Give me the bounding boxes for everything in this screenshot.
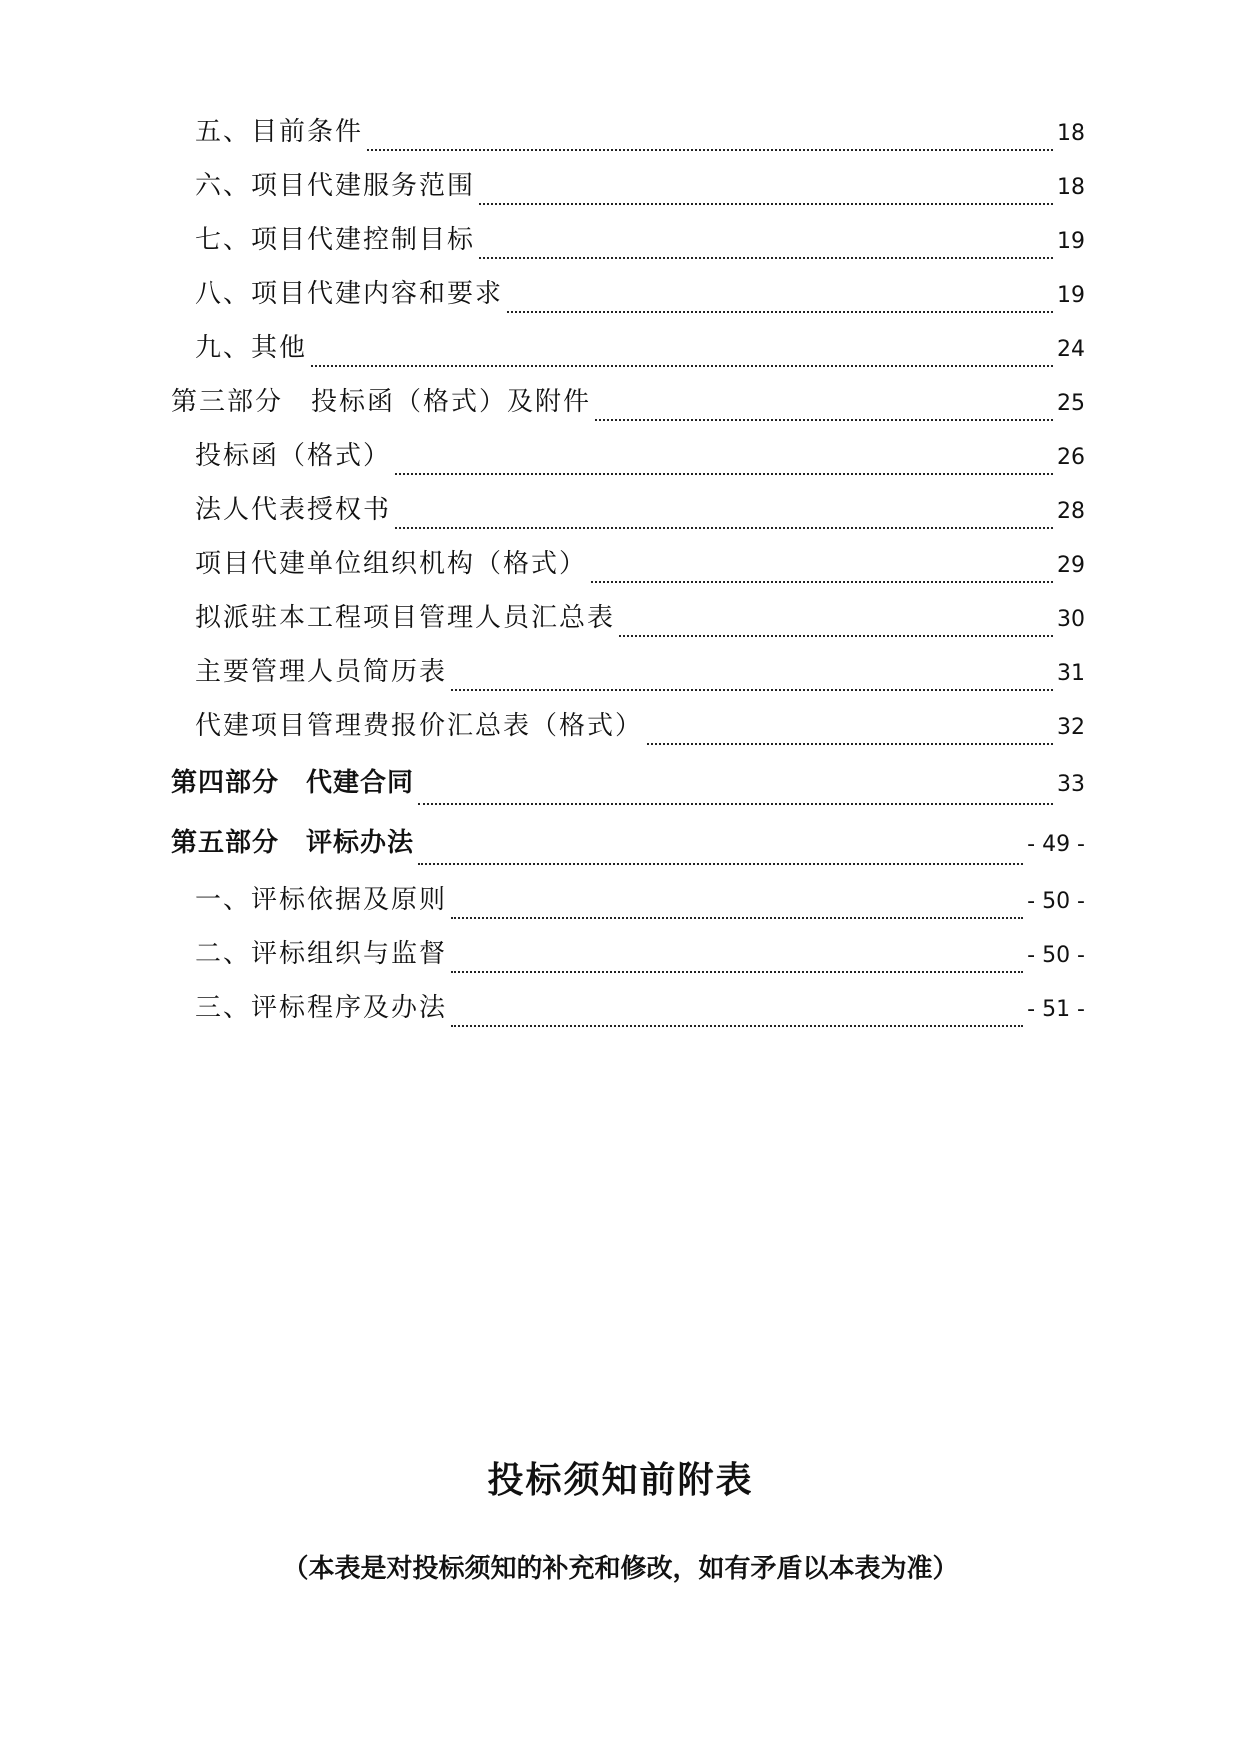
toc-entry-title: 一、评标依据及原则 — [195, 885, 448, 915]
table-of-contents — [171, 105, 1085, 1035]
toc-entry[interactable] — [171, 375, 1085, 429]
toc-entry[interactable] — [195, 213, 1085, 267]
toc-dot-leader — [591, 580, 1053, 583]
toc-dot-leader — [451, 916, 1023, 919]
toc-entry-page-number: 31 — [1057, 661, 1085, 686]
toc-entry[interactable] — [195, 981, 1085, 1035]
toc-entry-page-number: - 51 - — [1027, 997, 1085, 1022]
toc-entry-page-number: 26 — [1057, 445, 1085, 470]
toc-entry[interactable] — [195, 429, 1085, 483]
toc-entry-page-number: 18 — [1057, 121, 1085, 146]
toc-entry-title: 七、项目代建控制目标 — [195, 225, 476, 255]
toc-entry-page-number: 30 — [1057, 607, 1085, 632]
section-heading: 投标须知前附表 — [487, 1459, 754, 1501]
toc-dot-leader — [451, 970, 1023, 973]
toc-entry-title: 八、项目代建内容和要求 — [195, 279, 504, 309]
toc-dot-leader — [451, 688, 1053, 691]
toc-entry-page-number: - 49 - — [1027, 832, 1085, 857]
toc-entry-page-number: 19 — [1057, 283, 1085, 308]
section-subheading: （本表是对投标须知的补充和修改，如有矛盾以本表为准） — [282, 1554, 959, 1584]
toc-entry-page-number: 24 — [1057, 337, 1085, 362]
toc-dot-leader — [647, 742, 1053, 745]
toc-dot-leader — [451, 1024, 1023, 1027]
toc-entry-title: 三、评标程序及办法 — [195, 993, 448, 1023]
toc-entry-title: 第五部分 评标办法 — [171, 828, 415, 858]
toc-entry-title: 九、其他 — [195, 333, 308, 363]
toc-entry[interactable] — [195, 873, 1085, 927]
toc-dot-leader — [595, 418, 1053, 421]
toc-entry-page-number: 33 — [1057, 772, 1085, 797]
toc-entry-page-number: 28 — [1057, 499, 1085, 524]
toc-entry[interactable] — [195, 645, 1085, 699]
toc-entry-title: 投标函（格式） — [195, 441, 392, 471]
toc-entry[interactable] — [195, 591, 1085, 645]
toc-entry-title: 法人代表授权书 — [195, 495, 392, 525]
toc-entry-title: 第三部分 投标函（格式）及附件 — [171, 387, 592, 417]
toc-entry-title: 二、评标组织与监督 — [195, 939, 448, 969]
toc-entry-page-number: 19 — [1057, 229, 1085, 254]
toc-entry-title: 五、目前条件 — [195, 117, 364, 147]
toc-dot-leader — [507, 310, 1053, 313]
toc-entry[interactable] — [195, 537, 1085, 591]
toc-entry[interactable] — [195, 483, 1085, 537]
toc-entry[interactable] — [195, 267, 1085, 321]
toc-entry-title: 拟派驻本工程项目管理人员汇总表 — [195, 603, 616, 633]
toc-entry-page-number: 18 — [1057, 175, 1085, 200]
toc-entry[interactable] — [195, 159, 1085, 213]
toc-entry[interactable] — [171, 813, 1085, 873]
toc-dot-leader — [395, 526, 1053, 529]
toc-entry[interactable] — [195, 927, 1085, 981]
toc-dot-leader — [367, 148, 1053, 151]
toc-entry-page-number: 25 — [1057, 391, 1085, 416]
toc-dot-leader — [418, 862, 1023, 865]
toc-dot-leader — [395, 472, 1053, 475]
toc-entry-page-number: 29 — [1057, 553, 1085, 578]
toc-dot-leader — [619, 634, 1053, 637]
toc-entry-page-number: 32 — [1057, 715, 1085, 740]
toc-dot-leader — [311, 364, 1053, 367]
toc-entry-page-number: - 50 - — [1027, 889, 1085, 914]
toc-entry-title: 六、项目代建服务范围 — [195, 171, 476, 201]
toc-entry[interactable] — [195, 105, 1085, 159]
toc-entry-page-number: - 50 - — [1027, 943, 1085, 968]
toc-dot-leader — [479, 256, 1053, 259]
toc-entry-title: 主要管理人员简历表 — [195, 657, 448, 687]
toc-dot-leader — [479, 202, 1053, 205]
toc-dot-leader — [418, 802, 1053, 805]
toc-entry-title: 代建项目管理费报价汇总表（格式） — [195, 711, 644, 741]
toc-entry-title: 项目代建单位组织机构（格式） — [195, 549, 588, 579]
toc-entry[interactable] — [195, 699, 1085, 753]
toc-entry[interactable] — [195, 321, 1085, 375]
toc-entry[interactable] — [171, 753, 1085, 813]
toc-entry-title: 第四部分 代建合同 — [171, 768, 415, 798]
